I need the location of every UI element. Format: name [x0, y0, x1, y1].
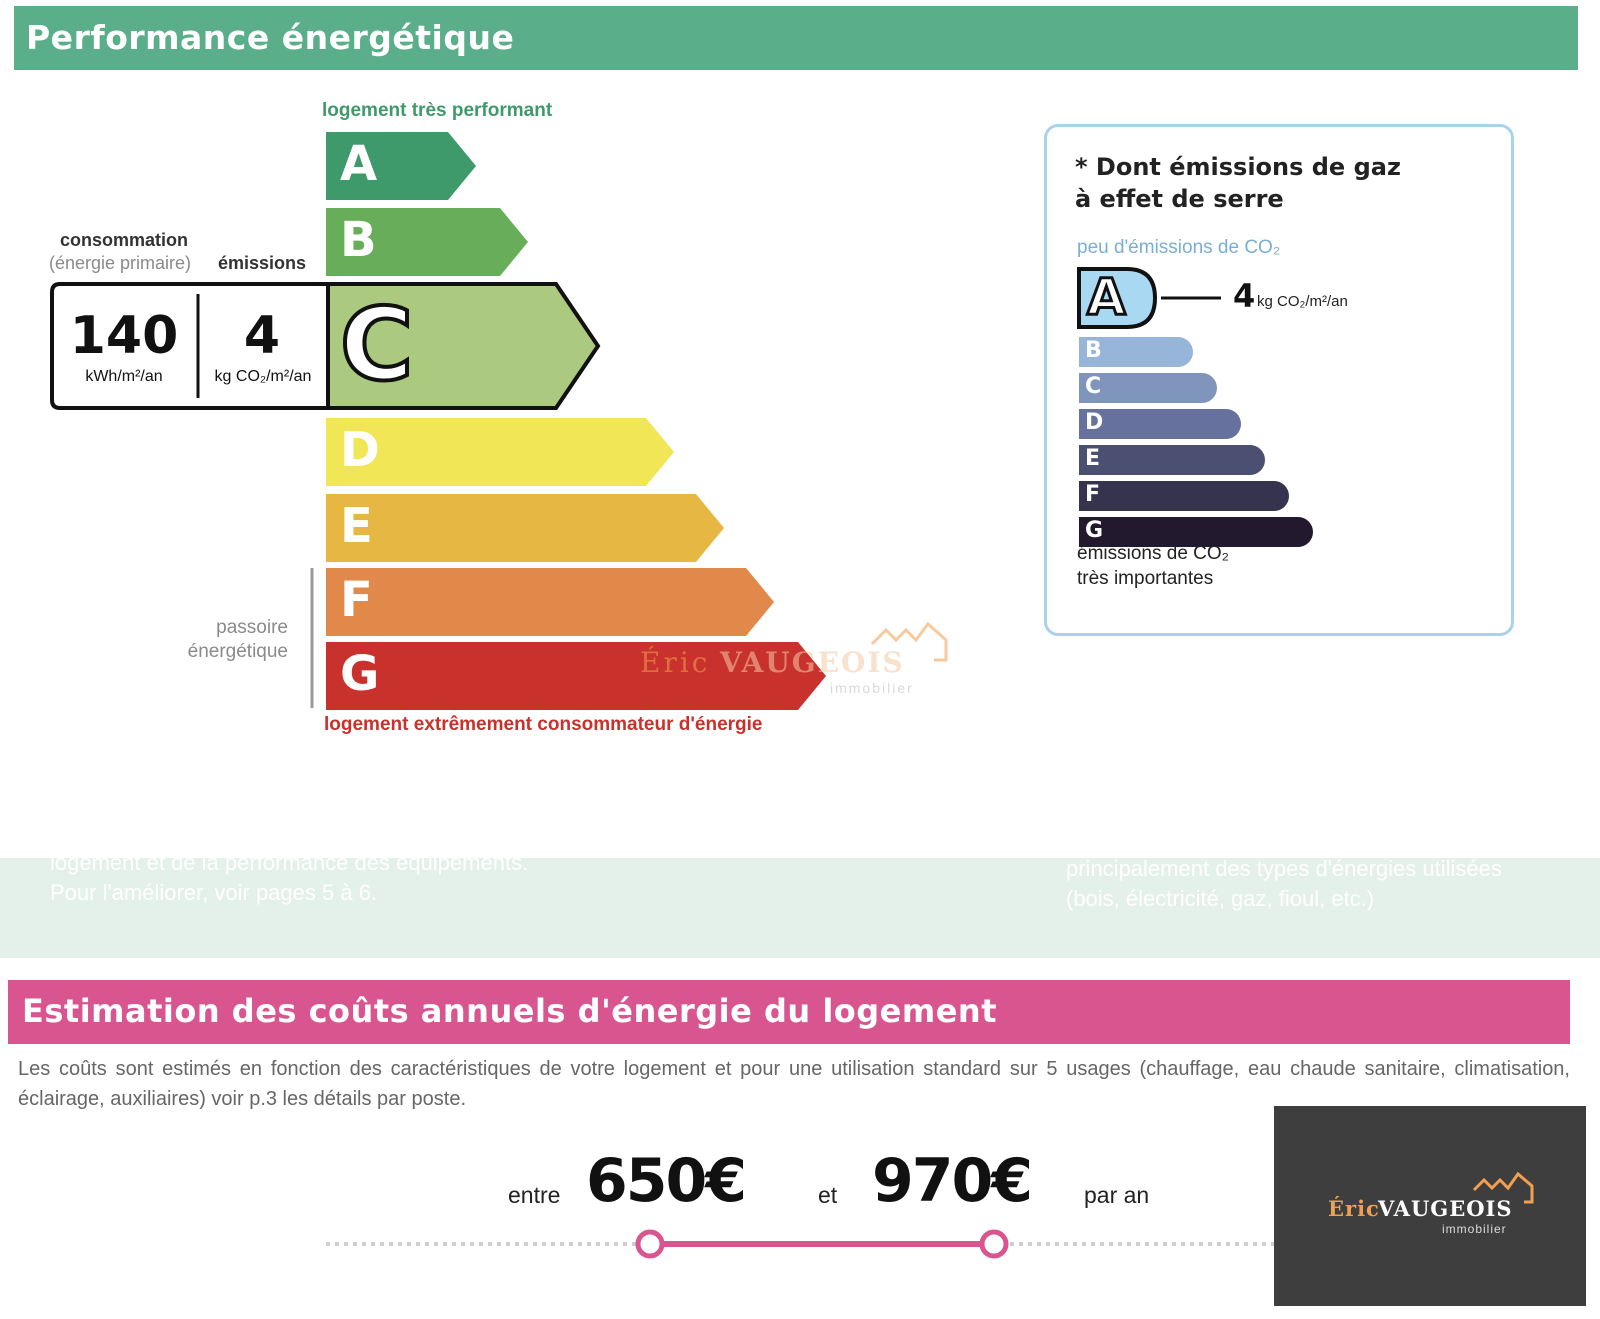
watermark-logo [640, 620, 960, 700]
consumption-unit: kWh/m²/an [85, 368, 163, 385]
watermark-sub: immobilier [830, 680, 914, 696]
watermark-first: Éric [640, 646, 711, 679]
consumption-sub-label: (énergie primaire) [48, 253, 192, 273]
cost-max: 970€ [872, 1146, 1031, 1216]
co2-title-line-2: à effet de serre [1075, 185, 1284, 213]
costs-title: Estimation des coûts annuels d'énergie du logement [22, 992, 997, 1030]
costs-header [8, 980, 1570, 1044]
co2-bar-e [1079, 445, 1265, 475]
info-band [0, 850, 1600, 958]
co2-value: 4 [1233, 277, 1256, 315]
co2-letter-g: G [1085, 518, 1104, 543]
range-min-handle [638, 1232, 662, 1256]
passoire-label [160, 616, 288, 664]
energy-bar-e [326, 494, 724, 562]
energy-letter-g: G [340, 646, 380, 702]
co2-letter-d: D [1085, 410, 1104, 435]
energy-letter-d: D [340, 422, 380, 478]
energy-letter-f: F [340, 572, 373, 628]
co2-bar-d [1079, 409, 1241, 439]
consumption-value: 140 [69, 306, 179, 366]
logo-last: VAUGEOIS [1378, 1196, 1513, 1221]
band-left-line-1: logement et de la performance des équipements. [50, 850, 529, 875]
co2-top-label: peu d'émissions de CO₂ [1077, 237, 1281, 258]
bottom-label: logement extrêmement consommateur d'énergie [324, 714, 763, 735]
band-left-line-2: Pour l'améliorer, voir pages 5 à 6. [50, 880, 378, 905]
watermark-last: VAUGEOIS [720, 646, 905, 679]
agency-logo [1274, 1106, 1586, 1306]
co2-panel [1044, 124, 1514, 636]
energy-letter-b: B [340, 212, 377, 268]
passoire-line-1: passoire [216, 617, 288, 638]
band-right-line-2: (bois, électricité, gaz, fioul, etc.) [1066, 886, 1375, 911]
cost-min: 650€ [586, 1146, 745, 1216]
co2-unit: kg CO₂/m²/an [1257, 293, 1348, 310]
logo-sub: immobilier [1442, 1222, 1507, 1236]
energy-letter-e: E [340, 498, 373, 554]
costs-description: Les coûts sont estimés en fonction des caractéristiques de votre logement et pour une utilisation standard sur 5 usages (chauffage, eau chaude sanitaire, climatisation, éclairage, auxiliaires) voir p.3 les détails par poste. [18, 1058, 1570, 1110]
emissions-value: 4 [243, 306, 281, 366]
band-right-line-1: principalement des types d'énergies utilisées [1066, 856, 1502, 881]
energy-letter-a: A [340, 136, 378, 192]
consumption-label: consommation [60, 230, 189, 250]
co2-letter-a: A [1087, 268, 1126, 326]
range-max-handle [982, 1232, 1006, 1256]
co2-letter-c: C [1085, 374, 1102, 399]
co2-title-line-1: * Dont émissions de gaz [1075, 153, 1401, 181]
co2-letter-e: E [1085, 446, 1101, 471]
co2-bottom-label [1077, 541, 1229, 591]
energy-letter-c: C [340, 286, 414, 403]
emissions-unit: kg CO₂/m²/an [214, 368, 312, 385]
cost-range-slider [320, 1226, 1280, 1266]
passoire-line-2: énergétique [187, 641, 288, 662]
co2-letter-b: B [1085, 338, 1102, 363]
co2-bottom-line-2: très importantes [1077, 568, 1214, 589]
performance-title: Performance énergétique [26, 18, 515, 57]
between-label: entre [508, 1182, 561, 1208]
co2-bar-f [1079, 481, 1289, 511]
co2-letter-f: F [1085, 482, 1101, 507]
logo-first: Éric [1328, 1196, 1380, 1221]
and-label: et [818, 1182, 838, 1208]
co2-bottom-line-1: émissions de CO₂ [1077, 543, 1230, 564]
per-year-label: par an [1084, 1182, 1150, 1208]
emissions-label: émissions [218, 253, 307, 273]
top-label: logement très performant [322, 100, 553, 121]
